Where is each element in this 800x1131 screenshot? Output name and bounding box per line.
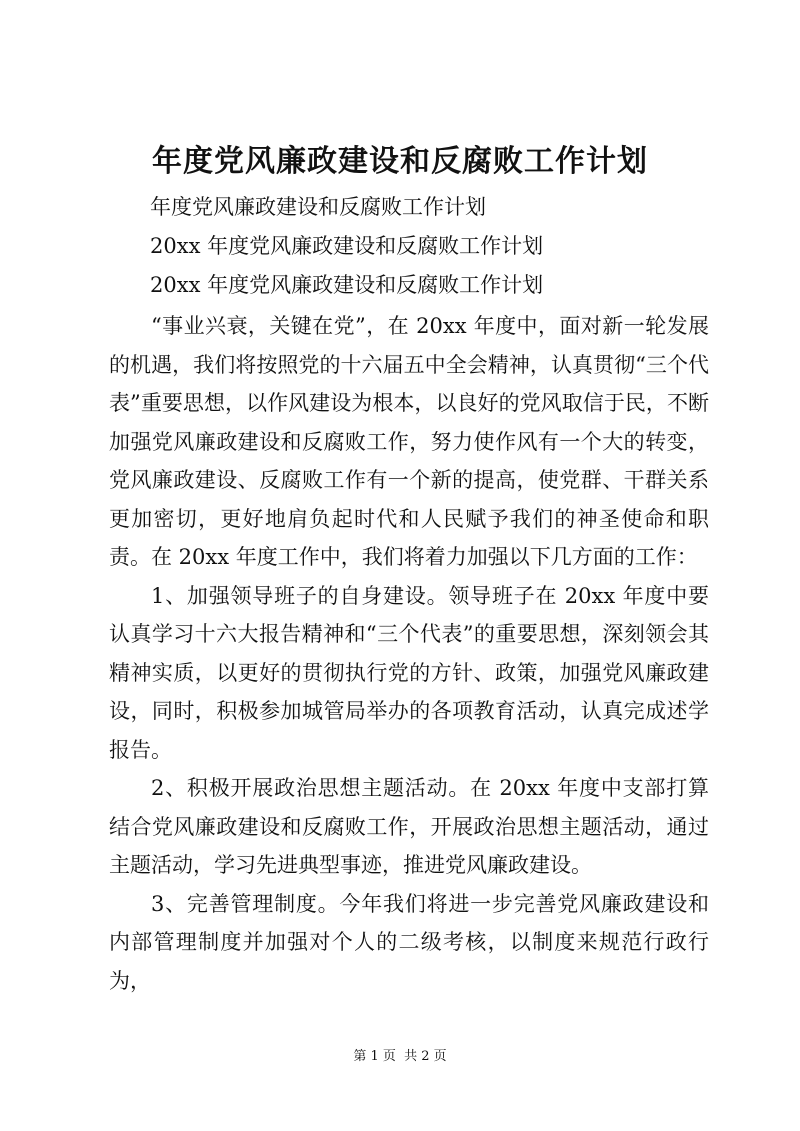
body-paragraph-1: 1、加强领导班子的自身建设。领导班子在 20xx 年度中要认真学习十六大报告精神和“三个代表”的重要思想，深刻领会其精神实质，以更好的贯彻执行党的方针、政策，加强党风廉政建设，同时，积极参加城管局举办的各项教育活动，认真完成述学报告。: [109, 583, 709, 762]
subtitle-line-3: 20xx 年度党风廉政建设和反腐败工作计划: [150, 273, 544, 297]
page-number-label: 第 1 页 共 2 页: [353, 1049, 447, 1064]
document-title: 年度党风廉政建设和反腐败工作计划: [152, 144, 648, 179]
body-paragraph-intro: “事业兴衰，关键在党”，在 20xx 年度中，面对新一轮发展的机遇，我们将按照党的十六届五中全会精神，认真贯彻“三个代表”重要思想，以作风建设为根本，以良好的党风取信于民，不断加强党风廉政建设和反腐败工作，努力使作风有一个大的转变，党风廉政建设、反腐败工作有一个新的提高，使党群、干群关系更加密切，更好地肩负起时代和人民赋予我们的神圣使命和职责。在 20xx 年度工作中，我们将着力加强以下几方面的工作：: [109, 314, 709, 569]
body-paragraph-3: 3、完善管理制度。今年我们将进一步完善党风廉政建设和内部管理制度并加强对个人的二级考核，以制度来规范行政行为，: [109, 891, 709, 993]
page-footer: [0, 1047, 800, 1067]
subtitle-line-1: 年度党风廉政建设和反腐败工作计划: [150, 195, 486, 219]
subtitle-line-2: 20xx 年度党风廉政建设和反腐败工作计划: [150, 234, 544, 258]
body-paragraph-2: 2、积极开展政治思想主题活动。在 20xx 年度中支部打算结合党风廉政建设和反腐败工作，开展政治思想主题活动，通过主题活动，学习先进典型事迹，推进党风廉政建设。: [109, 776, 709, 877]
document-body: [109, 307, 709, 1000]
